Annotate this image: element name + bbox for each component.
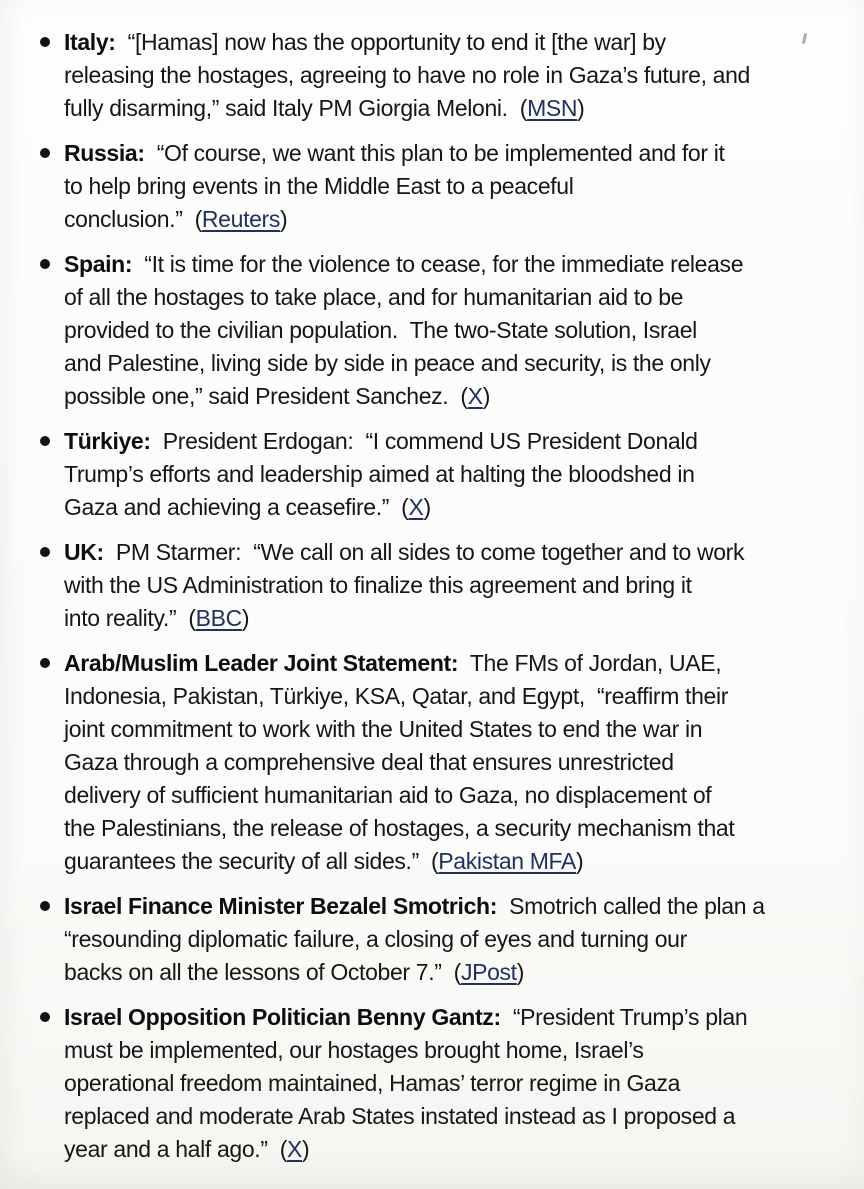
bullet-icon (40, 658, 50, 668)
bullet-icon (40, 148, 50, 158)
close-paren: ) (577, 95, 585, 121)
item-text (64, 536, 844, 635)
item-text (64, 890, 844, 989)
item-label: Israel Opposition Politician Benny Gantz: (64, 1004, 501, 1030)
close-paren: ) (302, 1136, 310, 1162)
list-item-smotrich (36, 890, 844, 989)
item-label: Türkiye: (64, 428, 151, 454)
list-item-italy (36, 26, 844, 125)
close-paren: ) (482, 383, 491, 409)
list-item-russia (36, 137, 844, 236)
bullet-icon (40, 1012, 50, 1022)
item-text (64, 137, 844, 236)
item-label: UK: (64, 539, 104, 565)
item-label: Spain: (64, 251, 133, 277)
item-text (64, 425, 844, 524)
source-link-jpost[interactable]: JPost (460, 959, 517, 985)
source-link-msn[interactable]: MSN (527, 95, 578, 121)
bullet-icon (40, 436, 50, 446)
item-body: Smotrich called the plan a “resounding diplomatic failure, a closing of eyes and turning our backs on all the lessons of October 7.” ( (64, 893, 765, 985)
close-paren: ) (280, 206, 288, 232)
item-body: PM Starmer: “We call on all sides to come together and to work with the US Administration to finalize this agreement and bring it into reality.” ( (64, 539, 745, 631)
bullet-icon (40, 547, 50, 557)
item-body: “President Trump’s plan must be implemented, our hostages brought home, Israel’s operational freedom maintained, Hamas’ terror regime in Gaza replaced and moderate Arab States instated instead as I proposed a year and a half ago.” ( (64, 1004, 748, 1162)
list-item-spain (36, 248, 844, 413)
item-body: “[Hamas] now has the opportunity to end it [the war] by releasing the hostages, agreeing to have no role in Gaza’s future, and fully disarming,” said Italy PM Giorgia Meloni. ( (64, 29, 750, 121)
source-link-x[interactable]: X (287, 1136, 303, 1162)
list-item-turkiye (36, 425, 844, 524)
source-link-reuters[interactable]: Reuters (201, 206, 281, 232)
close-paren: ) (241, 605, 250, 631)
item-text (64, 248, 844, 413)
item-text (64, 1001, 844, 1166)
list-item-uk (36, 536, 844, 635)
reactions-list (36, 26, 844, 1166)
item-text (64, 26, 844, 125)
list-item-arab-muslim-statement (36, 647, 844, 878)
item-body: “Of course, we want this plan to be implemented and for it to help bring events in the Middle East to a peaceful conclusion.” ( (64, 140, 725, 232)
bullet-icon (40, 37, 50, 47)
close-paren: ) (516, 959, 525, 985)
source-link-x[interactable]: X (467, 383, 483, 409)
item-body: The FMs of Jordan, UAE, Indonesia, Pakistan, Türkiye, KSA, Qatar, and Egypt, “reaffirm their joint commitment to work with the United States to end the war in Gaza through a comprehensive deal that ensures unrestricted delivery of sufficient humanitarian aid to Gaza, no displacement of the Palestinians, the release of hostages, a security mechanism that guarantees the security of all sides.” ( (64, 650, 735, 874)
list-item-gantz (36, 1001, 844, 1166)
item-label: Israel Finance Minister Bezalel Smotrich: (64, 893, 498, 919)
item-text (64, 647, 844, 878)
close-paren: ) (575, 848, 584, 874)
item-label: Russia: (64, 140, 145, 166)
item-label: Italy: (64, 29, 116, 55)
item-body: “It is time for the violence to cease, for the immediate release of all the hostages to take place, and for humanitarian aid to be provided to the civilian population. The two-State solution, Israel and Palestine, living side by side in peace and security, is the only possible one,” said President Sanchez. ( (64, 251, 744, 409)
close-paren: ) (423, 494, 431, 520)
source-link-pakistan-mfa[interactable]: Pakistan MFA (438, 848, 576, 874)
source-link-bbc[interactable]: BBC (195, 605, 242, 631)
item-body: President Erdogan: “I commend US President Donald Trump’s efforts and leadership aimed at halting the bloodshed in Gaza and achieving a ceasefire.” ( (64, 428, 698, 520)
item-label: Arab/Muslim Leader Joint Statement: (64, 650, 459, 676)
bullet-icon (40, 901, 50, 911)
source-link-x[interactable]: X (408, 494, 424, 520)
bullet-icon (40, 259, 50, 269)
